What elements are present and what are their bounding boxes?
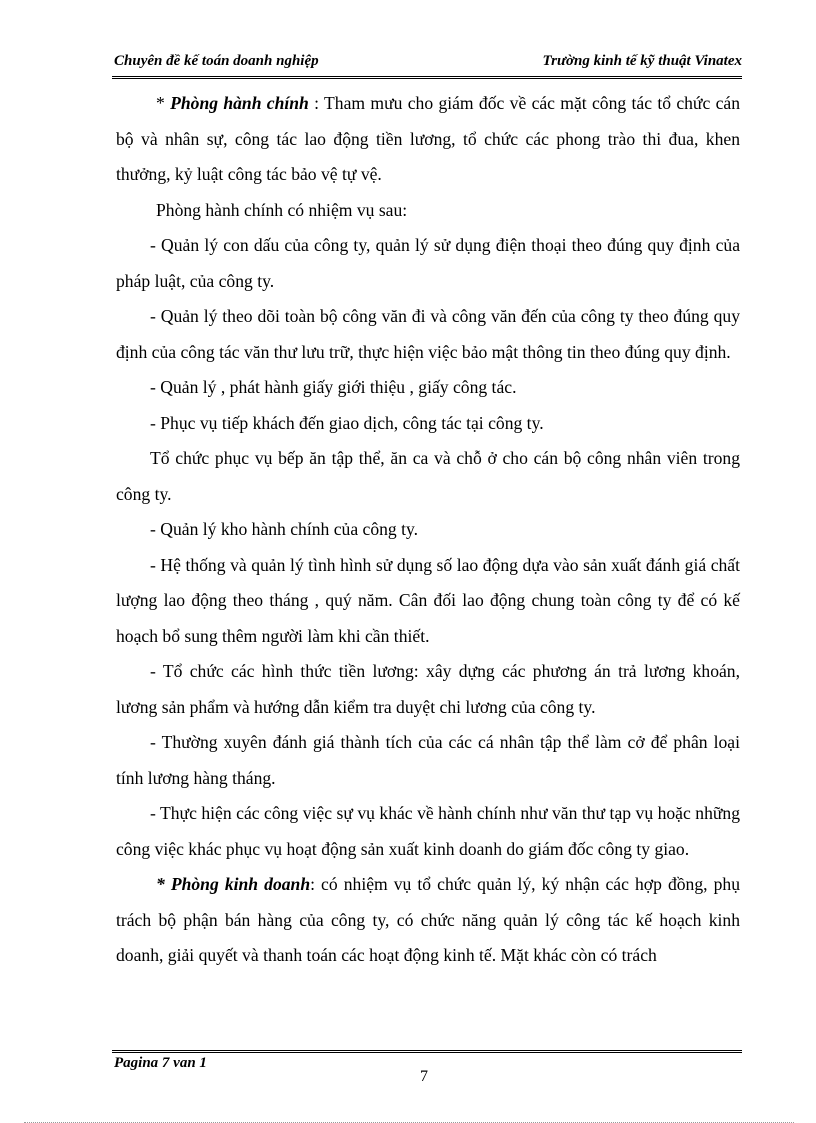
- paragraph: - Thường xuyên đánh giá thành tích của các cá nhân tập thể làm cở để phân loại tính lương hàng tháng.: [116, 732, 740, 788]
- header-right-title: Trường kinh tế kỹ thuật Vinatex: [542, 53, 742, 69]
- paragraph-text: : có nhiệm vụ tổ chức quản lý, ký nhận các hợp đồng, phụ trách bộ phận bán hàng của công ty, có chức năng quản lý công tác kế hoạch kinh doanh, giải quyết và thanh toán các hoạt động kinh tế. Mặt khác còn có trách: [116, 874, 740, 965]
- page-header: [112, 50, 742, 79]
- bullet-star: *: [156, 93, 171, 113]
- paragraph: - Quản lý kho hành chính của công ty.: [150, 519, 419, 539]
- paragraph: - Thực hiện các công việc sự vụ khác về hành chính như văn thư tạp vụ hoặc những công việc khác phục vụ hoạt động sản xuất kinh doanh do giám đốc công ty giao.: [116, 803, 740, 859]
- paragraph: - Quản lý , phát hành giấy giới thiệu , giấy công tác.: [150, 377, 517, 397]
- paragraph-text: : Tham mưu cho giám đốc về các mặt công tác tổ chức cán bộ và nhân sự, công tác lao động tiền lương, tổ chức các phong trào thi đua, khen thưởng, kỷ luật công tác bảo vệ tự vệ.: [116, 93, 740, 184]
- paragraph: - Phục vụ tiếp khách đến giao dịch, công tác tại công ty.: [150, 412, 544, 433]
- page-number: 7: [420, 1068, 428, 1085]
- footer-divider: [112, 1050, 742, 1053]
- paragraph: Tổ chức phục vụ bếp ăn tập thể, ăn ca và chỗ ở cho cán bộ công nhân viên trong công ty.: [116, 448, 740, 504]
- paragraph: - Tổ chức các hình thức tiền lương: xây dựng các phương án trả lương khoán, lương sản phẩm và hướng dẫn kiểm tra duyệt chi lương của công ty.: [116, 661, 740, 717]
- document-body: [116, 86, 740, 974]
- paragraph: - Quản lý con dấu của công ty, quản lý sử dụng điện thoại theo đúng quy định của pháp luật, của công ty.: [116, 235, 740, 291]
- paragraph: Phòng hành chính có nhiệm vụ sau:: [156, 199, 408, 220]
- section-heading-phong-kinh-doanh: * Phòng kinh doanh: [156, 874, 311, 894]
- section-heading-phong-hanh-chinh: Phòng hành chính: [170, 93, 309, 113]
- header-left-title: Chuyên đề kế toán doanh nghiệp: [114, 53, 319, 69]
- paragraph: - Hệ thống và quản lý tình hình sử dụng số lao động dựa vào sản xuất đánh giá chất lượng lao động theo tháng , quý năm. Cân đối lao động chung toàn công ty để có kế hoạch bổ sung thêm người làm khi cần thiết.: [116, 554, 740, 646]
- paragraph-phong-kinh-doanh: [116, 867, 740, 974]
- paragraph: - Quản lý theo dõi toàn bộ công văn đi và công văn đến của công ty theo đúng quy định của công tác văn thư lưu trữ, thực hiện việc bảo mật thông tin theo đúng quy định.: [116, 306, 740, 362]
- footer-page-label: Pagina 7 van 1: [114, 1055, 207, 1071]
- paragraph-phong-hanh-chinh: [116, 86, 740, 193]
